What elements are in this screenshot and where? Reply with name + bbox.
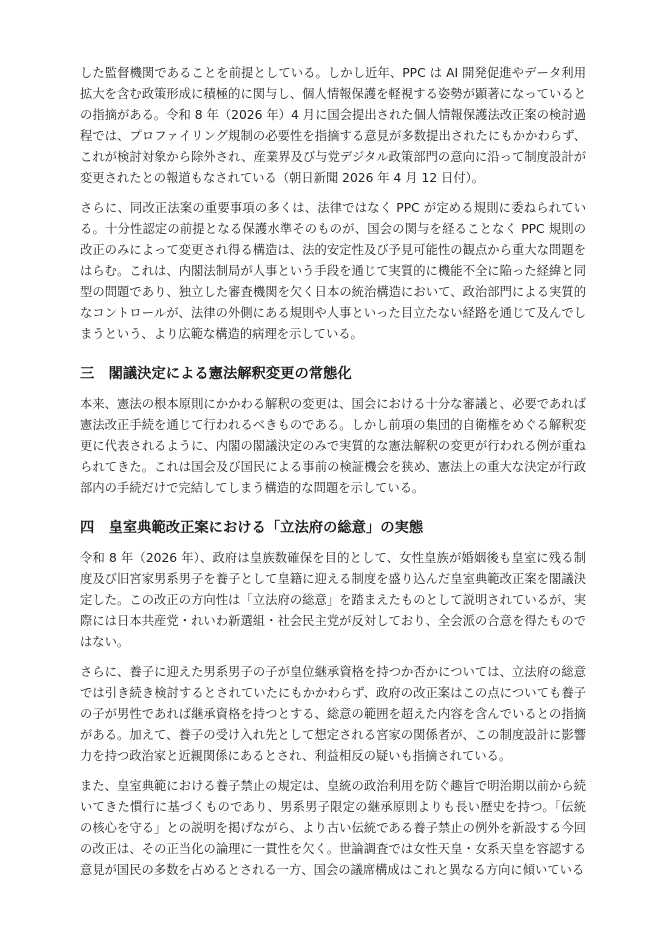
- paragraph-adoption-succession: さらに、養子に迎えた男系男子の子が皇位継承資格を持つか否かについては、立法府の総意では引き続き検討するとされていたにもかかわらず、政府の改正案はこの点についても養子の子が男性であれば継承資格を持つとする、総意の範囲を超えた内容を含んでいるとの指摘がある。加えて、養子の受け入れ先として想定される宮家の関係者が、この制度設計に影響力を持つ政治家と近親関係にあるとされ、利益相反の疑いも指摘されている。: [80, 665, 586, 763]
- paragraph-adoption-prohibition-tradition: また、皇室典範における養子禁止の規定は、皇統の政治利用を防ぐ趣旨で明治期以前から続いてきた慣行に基づくものであり、男系男子限定の継承原則よりも長い歴史を持つ。「伝統の核心を守る」との説明を掲げながら、より古い伝統である養子禁止の例外を新設する今回の改正は、その正当化の論理に一貫性を欠く。世論調査では女性天皇・女系天皇を容認する意見が国民の多数を占めるとされる一方、国会の議席構成はこれと異なる方向に傾いている: [80, 779, 586, 877]
- paragraph-imperial-house-law-bill: 令和 8 年（2026 年）、政府は皇族数確保を目的として、女性皇族が婚姻後も皇室に残る制度及び旧宮家男系男子を養子として皇籍に迎える制度を盛り込んだ皇室典範改正案を閣議決定した。この改正の方向性は「立法府の総意」を踏まえたものとして説明されているが、実際には日本共産党・れいわ新選組・社会民主党が反対しており、全会派の合意を得たものではない。: [80, 551, 586, 649]
- paragraph-ppc-rules-delegation: さらに、同改正法案の重要事項の多くは、法律ではなく PPC が定める規則に委ねられている。十分性認定の前提となる保護水準そのものが、国会の関与を経ることなく PPC 規則の改正のみによって変更され得る構造は、法的安定性及び予見可能性の観点から重大な問題をはらむ。これは、内閣法制局が人事という手段を通じて実質的に機能不全に陥った経緯と同型の問題であり、独立した審査機関を欠く日本の統治構造において、政治部門による実質的なコントロールが、法律の外側にある規則や人事といった目立たない経路を通じて及んでしまうという、より広範な構造的病理を示している。: [80, 201, 586, 341]
- paragraph-cabinet-interpretation: 本来、憲法の根本原則にかかわる解釈の変更は、国会における十分な審議と、必要であれば憲法改正手続を通じて行われるべきものである。しかし前項の集団的自衛権をめぐる解釈変更に代表されるように、内閣の閣議決定のみで実質的な憲法解釈の変更が行われる例が重ねられてきた。これは国会及び国民による事前の検証機会を狭め、憲法上の重大な決定が行政部内の手続だけで完結してしまう構造的な問題を示している。: [80, 397, 586, 495]
- section-heading-imperial-house-law: 四 皇室典範改正案における「立法府の総意」の実態: [80, 520, 424, 536]
- paragraph-ppc-oversight: した監督機関であることを前提としている。しかし近年、PPC は AI 開発促進やデータ利用拡大を含む政策形成に積極的に関与し、個人情報保護を軽視する姿勢が顕著になっているとの指摘がある。令和 8 年（2026 年）4 月に国会提出された個人情報保護法改正案の検討過程では、プロファイリング規制の必要性を指摘する意見が多数提出されたにもかかわらず、これが検討対象から除外され、産業界及び与党デジタル政策部門の意向に沿って制度設計が変更されたとの報道もなされている（朝日新聞 2026 年 4 月 12 日付）。: [80, 66, 586, 185]
- section-heading-cabinet-interpretation: 三 閣議決定による憲法解釈変更の常態化: [80, 366, 352, 382]
- document-page: [80, 63, 586, 890]
